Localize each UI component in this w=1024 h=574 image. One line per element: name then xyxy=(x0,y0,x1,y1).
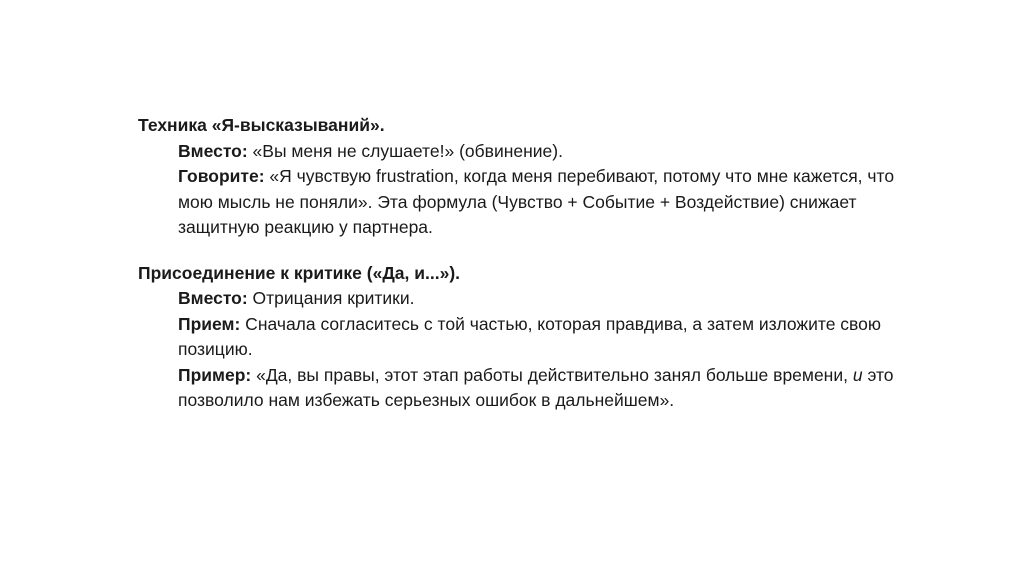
say-item xyxy=(178,164,898,241)
technique-label: Прием: xyxy=(178,313,241,334)
say-text: «Я чувствую frustration, когда меня перебивают, потому что мне кажется, что мою мысль не поняли». Эта формула (Чувство + Событие + Воздействие) снижает защитную реакцию у партнера. xyxy=(178,166,895,237)
example-text-before: «Да, вы правы, этот этап работы действительно занял больше времени, xyxy=(251,364,853,385)
say-label: Говорите: xyxy=(178,166,265,186)
instead-text: Отрицания критики. xyxy=(247,288,415,308)
instead-text: «Вы меня не слушаете!» (обвинение). xyxy=(247,140,563,161)
example-item xyxy=(178,363,898,414)
slide-content xyxy=(138,113,898,414)
section-heading: Техника «Я-высказываний». xyxy=(138,115,385,135)
section-i-statements xyxy=(138,113,898,241)
section-join-criticism xyxy=(138,261,898,414)
instead-label: Вместо: xyxy=(178,288,248,308)
example-label: Пример: xyxy=(178,364,252,385)
technique-text: Сначала согласитесь с той частью, которая правдива, а затем изложите свою позицию. xyxy=(178,313,881,359)
example-text-emphasis: и xyxy=(852,364,863,385)
instead-item xyxy=(178,286,898,312)
technique-item xyxy=(178,312,898,363)
instead-label: Вместо: xyxy=(178,140,248,161)
section-heading: Присоединение к критике («Да, и...»). xyxy=(138,262,461,283)
instead-item xyxy=(178,139,898,165)
example-text-after: это позволило нам избежать серьезных ошибок в дальнейшем». xyxy=(178,364,894,410)
